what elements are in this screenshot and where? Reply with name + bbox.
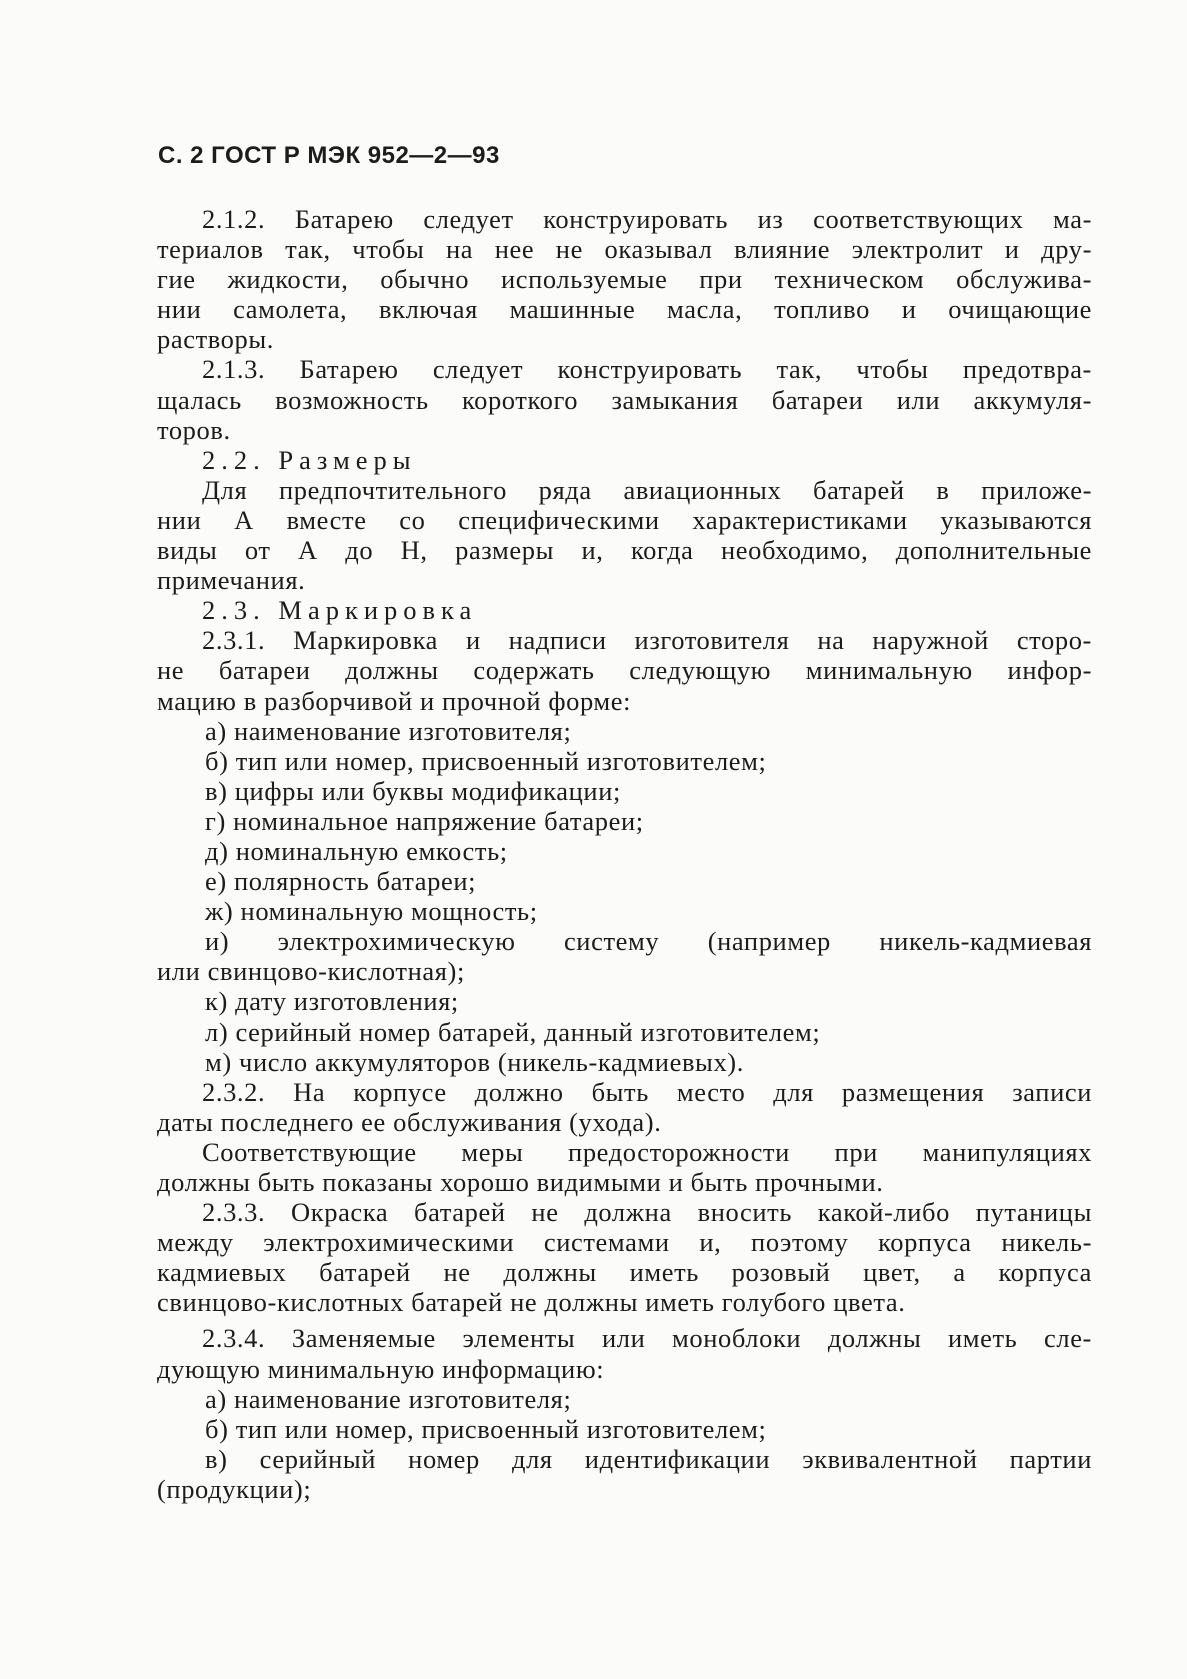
text-line: Для предпочтительного ряда авиационных батарей в приложе- [202, 474, 1092, 505]
text-line: примечания. [157, 565, 306, 596]
text-line: нии самолета, включая машинные масла, топливо и очищающие [157, 294, 1092, 325]
text-line: 2.3.3. Окраска батарей не должна вносить какой-либо путаницы [202, 1197, 1092, 1228]
text-line: не батареи должны содержать следующую минимальную инфор- [157, 655, 1092, 686]
text-line: териалов так, чтобы на нее не оказывал влияние электролит и дру- [157, 234, 1092, 265]
text-line: 2.1.3. Батарею следует конструировать так, чтобы предотвра- [202, 354, 1092, 385]
list-item: г) номинальное напряжение батареи; [205, 805, 644, 836]
text-line: кадмиевых батарей не должны иметь розовый цвет, а корпуса [157, 1257, 1092, 1288]
list-item: в) серийный номер для идентификации эквивалентной партии [205, 1443, 1092, 1474]
text-line: (продукции); [157, 1473, 312, 1504]
text-line: виды от А до Н, размеры и, когда необходимо, дополнительные [157, 535, 1092, 566]
list-item: д) номинальную емкость; [205, 835, 508, 866]
section-heading: 2.3. Маркировка [202, 595, 478, 626]
list-item: и) электрохимическую систему (например никель-кадмиевая [205, 926, 1092, 957]
text-line: между электрохимическими системами и, поэтому корпуса никель- [157, 1227, 1092, 1258]
document-body [157, 204, 1092, 1504]
text-line: 2.1.2. Батарею следует конструировать из соответствующих ма- [202, 204, 1092, 234]
list-item: ж) номинальную мощность; [205, 896, 538, 927]
list-item: м) число аккумуляторов (никель-кадмиевых). [205, 1046, 744, 1077]
text-line: растворы. [157, 324, 275, 355]
text-line: 2.3.4. Заменяемые элементы или моноблоки должны иметь сле- [202, 1323, 1092, 1354]
list-item: б) тип или номер, присвоенный изготовителем; [205, 1413, 767, 1444]
text-line: щалась возможность короткого замыкания батареи или аккумуля- [157, 384, 1092, 415]
text-line: дующую минимальную информацию: [157, 1353, 605, 1384]
list-item: л) серийный номер батарей, данный изготовителем; [205, 1016, 821, 1047]
list-item: в) цифры или буквы модификации; [205, 775, 621, 806]
text-line: должны быть показаны хорошо видимыми и быть прочными. [157, 1167, 884, 1197]
list-item: е) полярность батареи; [205, 866, 477, 897]
page-header: С. 2 ГОСТ Р МЭК 952—2—93 [158, 142, 500, 169]
text-line: Соответствующие меры предосторожности при манипуляциях [202, 1136, 1092, 1167]
list-item: а) наименование изготовителя; [205, 715, 572, 746]
text-line: мацию в разборчивой и прочной форме: [157, 685, 632, 716]
list-item: а) наименование изготовителя; [205, 1383, 572, 1414]
text-line: нии А вместе со специфическими характеристиками указываются [157, 504, 1092, 535]
text-line: или свинцово-кислотная); [157, 956, 465, 987]
text-line: торов. [157, 414, 231, 445]
text-line: даты последнего ее обслуживания (ухода). [157, 1106, 662, 1137]
text-line: гие жидкости, обычно используемые при техническом обслужива- [157, 264, 1092, 295]
list-item: б) тип или номер, присвоенный изготовителем; [205, 745, 767, 776]
list-item: к) дату изготовления; [205, 986, 459, 1017]
text-line: 2.3.2. На корпусе должно быть место для размещения записи [202, 1076, 1092, 1107]
section-heading: 2.2. Размеры [202, 444, 417, 475]
text-line: свинцово-кислотных батарей не должны иметь голубого цвета. [157, 1287, 906, 1318]
text-line: 2.3.1. Маркировка и надписи изготовителя на наружной сторо- [202, 625, 1092, 656]
